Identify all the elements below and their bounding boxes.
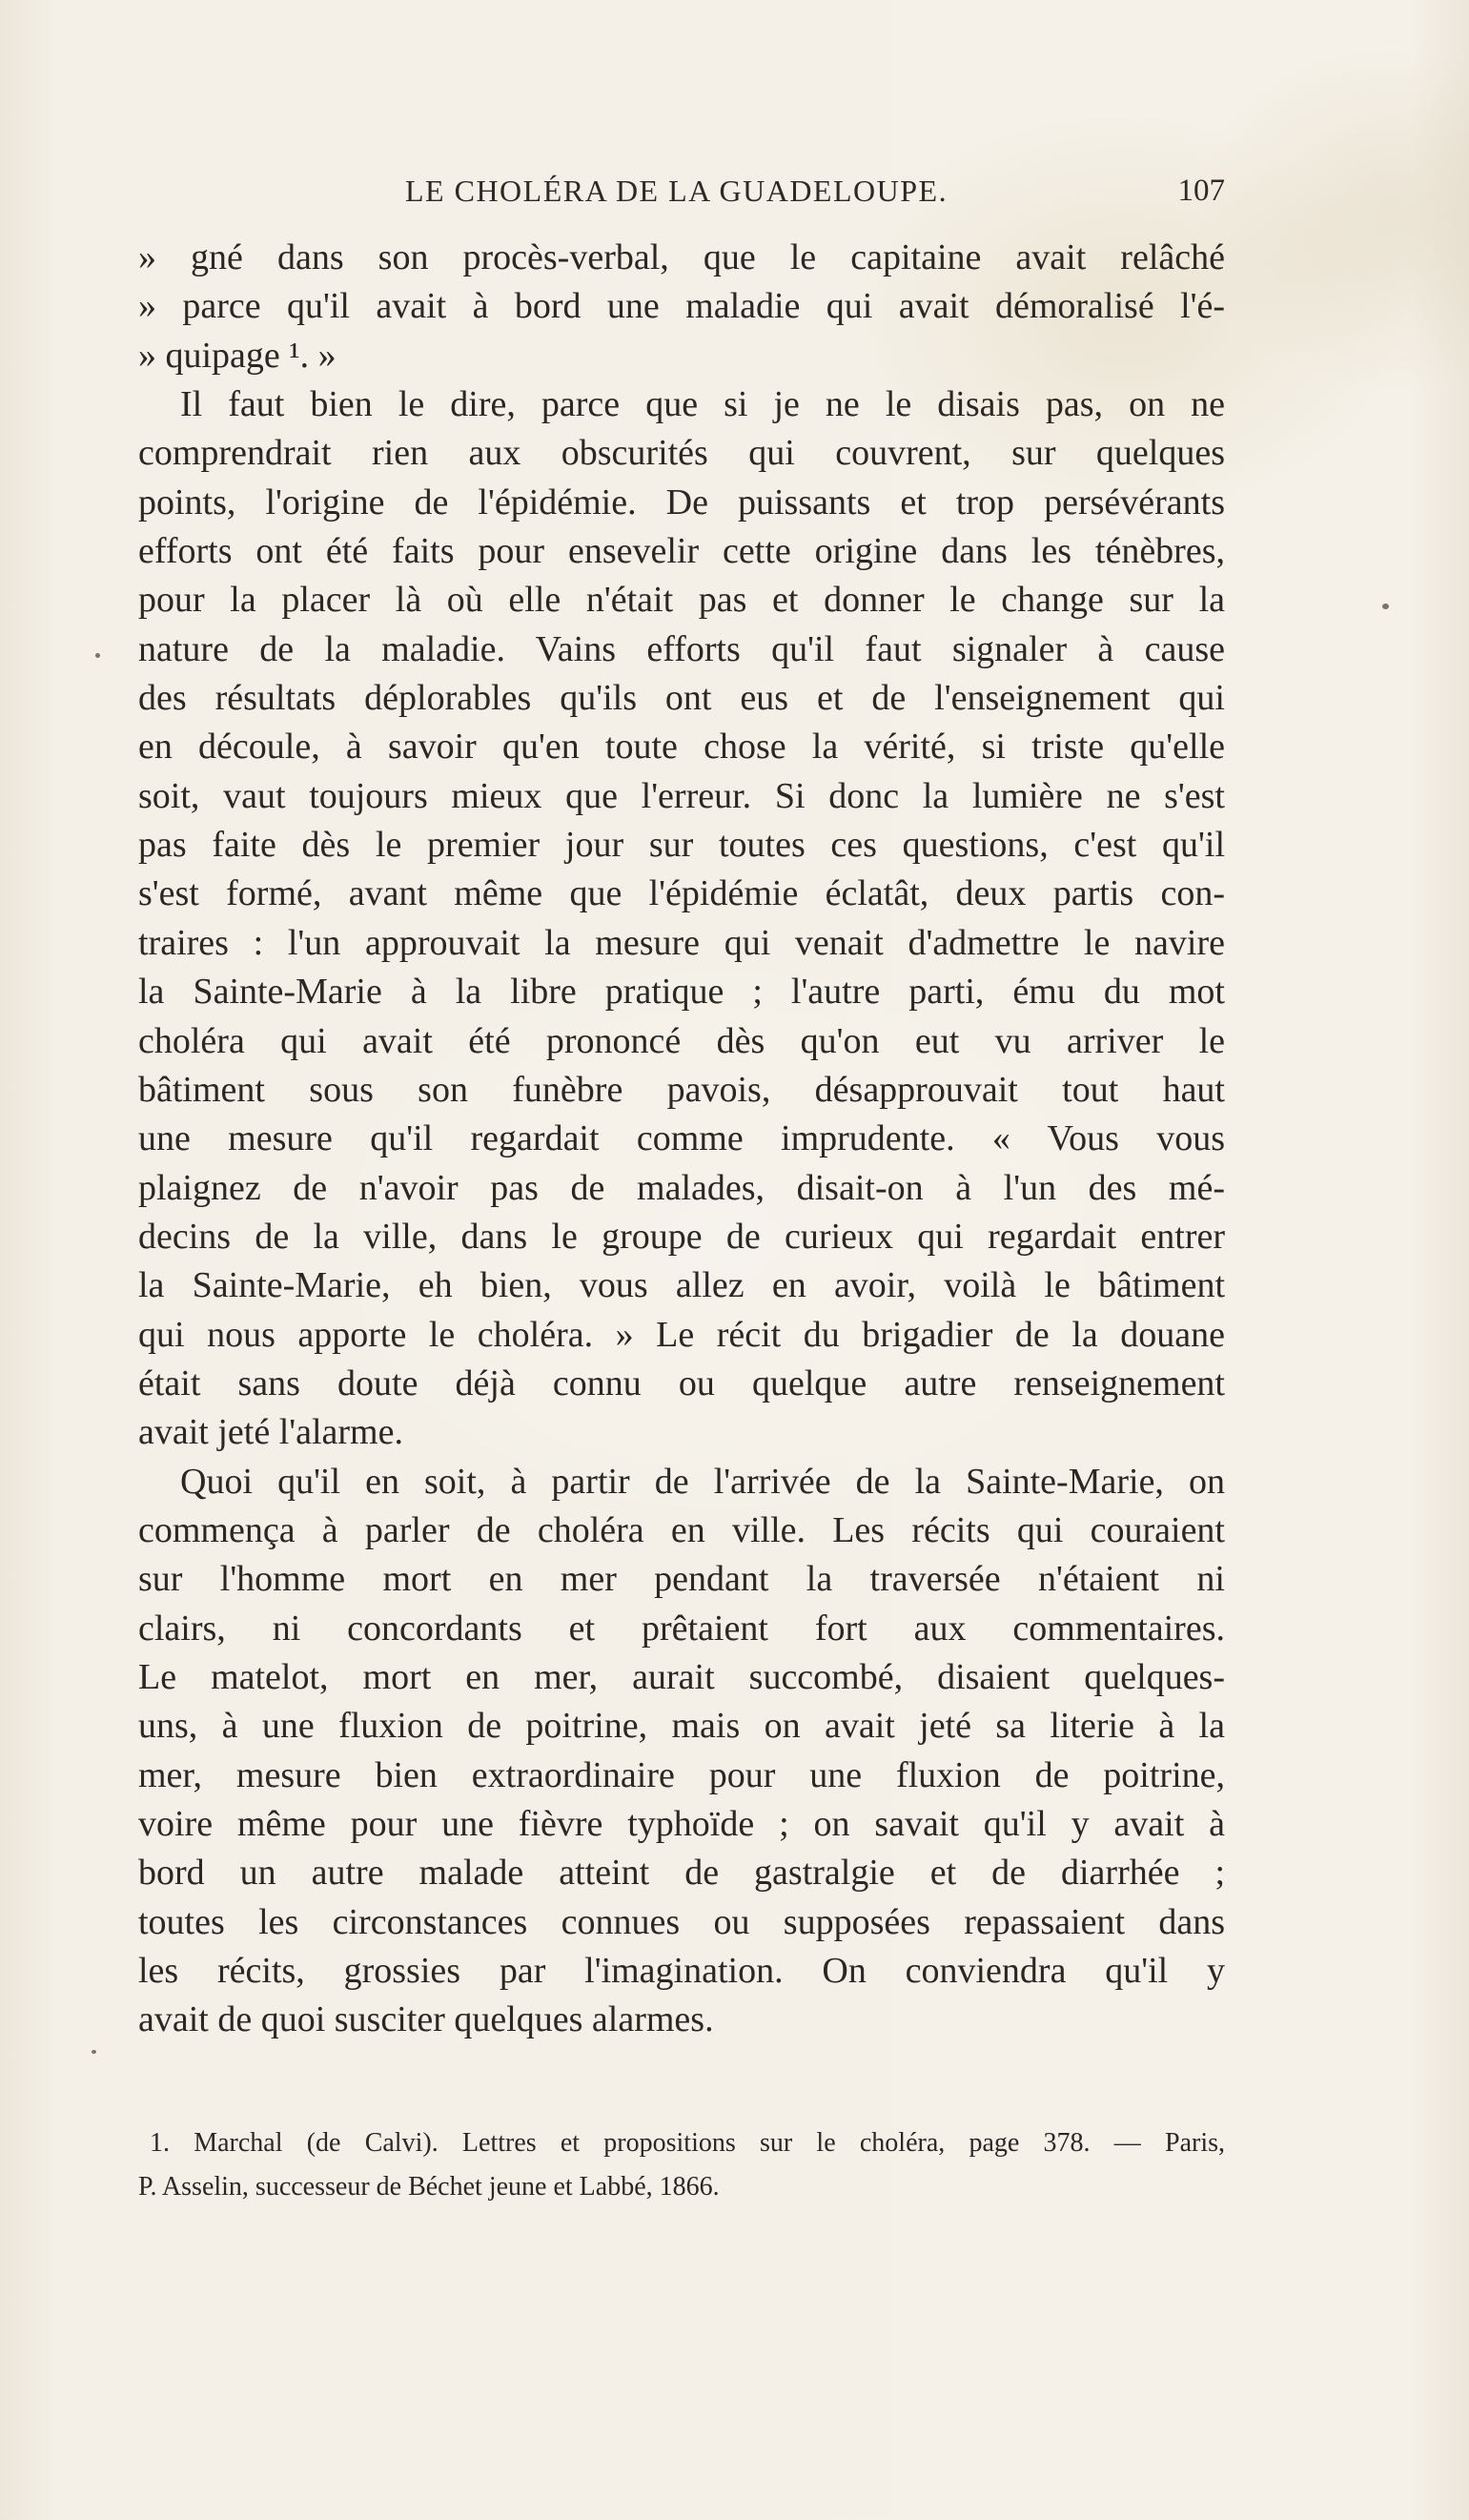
text-line: choléra qui avait été prononcé dès qu'on eut vu arriver le [138,1020,1225,1061]
text-line: une mesure qu'il regardait comme imprudente. « Vous vous [138,1118,1225,1159]
page-header [138,174,1225,221]
text-line: pour la placer là où elle n'était pas et donner le change sur la [138,580,1225,621]
text-line: était sans doute déjà connu ou quelque autre renseignement [138,1362,1225,1403]
text-line: » gné dans son procès-verbal, que le capitaine avait relâché [138,237,1225,277]
text-line: qui nous apporte le choléra. » Le récit du brigadier de la douane [138,1314,1225,1355]
text-line: la Sainte-Marie à la libre pratique ; l'autre parti, ému du mot [138,972,1225,1013]
text-line: » quipage ¹. » [138,335,337,376]
text-line: voire même pour une fièvre typhoïde ; on savait qu'il y avait à [138,1804,1225,1844]
text-line: la Sainte-Marie, eh bien, vous allez en avoir, voilà le bâtiment [138,1265,1225,1306]
text-line: les récits, grossies par l'imagination. On conviendra qu'il y [138,1951,1225,1992]
text-line: en découle, à savoir qu'en toute chose la vérité, si triste qu'elle [138,727,1225,768]
text-line: efforts ont été faits pour ensevelir cette origine dans les ténèbres, [138,531,1225,572]
text-line: s'est formé, avant même que l'épidémie éclatât, deux partis con- [138,873,1225,914]
text-line: decins de la ville, dans le groupe de curieux qui regardait entrer [138,1216,1225,1257]
running-title: LE CHOLÉRA DE LA GUADELOUPE. [405,174,949,208]
text-line: uns, à une fluxion de poitrine, mais on avait jeté sa literie à la [138,1706,1225,1747]
text-line: Quoi qu'il en soit, à partir de l'arrivée de la Sainte-Marie, on [180,1461,1225,1502]
footnotes [138,2121,1225,2209]
page-number: 107 [1177,174,1225,208]
text-line: avait de quoi susciter quelques alarmes. [138,1999,714,2040]
text-line: avait jeté l'alarme. [138,1412,403,1453]
text-line: points, l'origine de l'épidémie. De puissants et trop persévérants [138,481,1225,522]
text-line: traires : l'un approuvait la mesure qui venait d'admettre le navire [138,922,1225,963]
text-line: toutes les circonstances connues ou supposées repassaient dans [138,1901,1225,1942]
paper-speck [92,2050,96,2054]
text-line: bâtiment sous son funèbre pavois, désapprouvait tout haut [138,1069,1225,1110]
text-line: commença à parler de choléra en ville. Les récits qui couraient [138,1509,1225,1550]
paper-speck [1382,604,1389,609]
text-line: sur l'homme mort en mer pendant la traversée n'étaient ni [138,1559,1225,1600]
text-line: » parce qu'il avait à bord une maladie qui avait démoralisé l'é- [138,286,1225,327]
text-line: Le matelot, mort en mer, aurait succombé, disaient quelques- [138,1656,1225,1697]
text-line: des résultats déplorables qu'ils ont eus et de l'enseignement qui [138,678,1225,719]
text-line: soit, vaut toujours mieux que l'erreur. Si donc la lumière ne s'est [138,775,1225,816]
footnote-line: 1. Marchal (de Calvi). Lettres et propositions sur le choléra, page 378. — Paris, [150,2128,1225,2158]
text-line: bord un autre malade atteint de gastralgie et de diarrhée ; [138,1853,1225,1894]
footnote-line: P. Asselin, successeur de Béchet jeune et Labbé, 1866. [138,2172,720,2202]
text-line: pas faite dès le premier jour sur toutes ces questions, c'est qu'il [138,825,1225,866]
text-line: plaignez de n'avoir pas de malades, disait-on à l'un des mé- [138,1167,1225,1208]
text-line: clairs, ni concordants et prêtaient fort aux commentaires. [138,1608,1225,1649]
text-line: Il faut bien le dire, parce que si je ne le disais pas, on ne [180,384,1225,425]
body-text [138,234,1225,2045]
text-line: comprendrait rien aux obscurités qui couvrent, sur quelques [138,433,1225,474]
text-line: nature de la maladie. Vains efforts qu'il faut signaler à cause [138,628,1225,669]
paper-speck [95,653,100,658]
text-line: mer, mesure bien extraordinaire pour une fluxion de poitrine, [138,1754,1225,1795]
